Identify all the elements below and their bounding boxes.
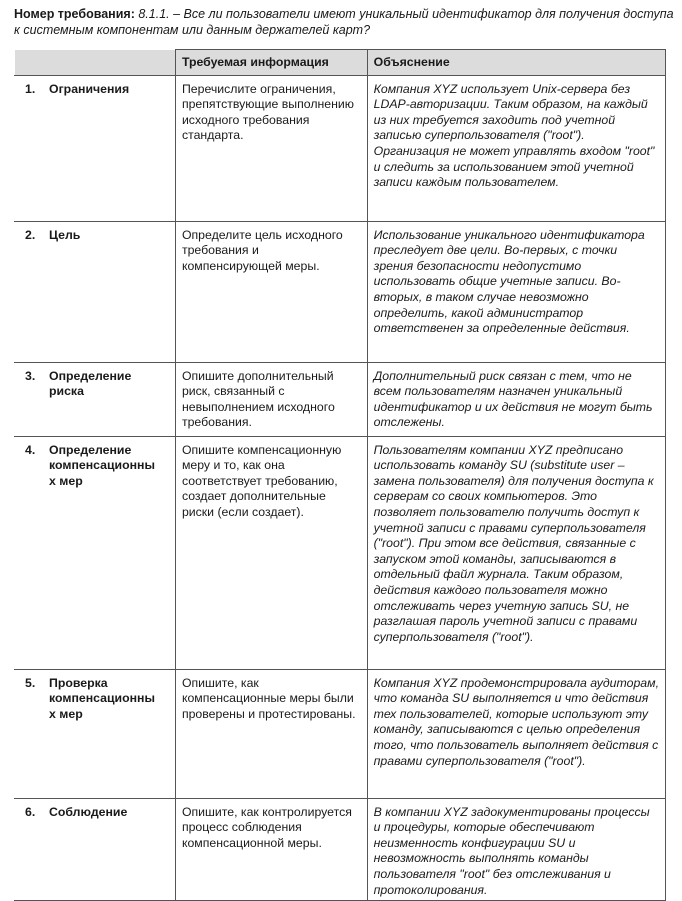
requirement-question: 8.1.1. – Все ли пользователи имеют уникальный идентификатор для получения доступа к системным компонентам или данным держателей карт? [14,7,674,37]
explanation-cell: Компания XYZ продемонстрировала аудиторам, что команда SU выполняется и что действия тех пользователей, которые используют эту команду, записываются с целью определения того, что пользователь выполняет действия с правами суперпользователя ("root"). [367,669,665,798]
row-name: Ограничения [49,81,130,96]
row-title-cell [15,669,176,798]
explanation-cell: В компании XYZ задокументированы процессы и процедуры, которые обеспечивают неизменность конфигурации SU и невозможность выполнять команды пользователя "root" без отслеживания и протоколирования. [367,798,665,901]
row-title-cell [15,75,176,221]
row-title-cell [15,436,176,669]
required-info-cell: Опишите, как компенсационные меры были проверены и протестированы. [175,669,367,798]
row-number: 1. [25,81,36,96]
row-number: 6. [25,804,36,819]
table-row [15,362,666,436]
row-name: Проверка компенсационны х мер [49,675,155,721]
row-number: 2. [25,227,36,242]
explanation-cell: Пользователям компании XYZ предписано использовать команду SU (substitute user – замена пользователя) для получения доступа к серверам со своих компьютеров. Это позволяет пользователю получить доступ к учетной записи с правами суперпользователя ("root"). При этом все действия, связанные с запуском этой команды, записываются в отдельный файл журнала. Таким образом, действия каждого пользователя можно отслеживать через учетную запись SU, не разглашая пароль учетной записи с правами суперпользователя ("root"). [367,436,665,669]
required-info-cell: Опишите, как контролируется процесс соблюдения компенсационной меры. [175,798,367,901]
row-title-cell [15,221,176,362]
table-row [15,669,666,798]
table-row [15,798,666,901]
required-info-cell: Определите цель исходного требования и компенсирующей меры. [175,221,367,362]
explanation-cell: Использование уникального идентификатора преследует две цели. Во-первых, с точки зрения безопасности недопустимо использовать общие учетные записи. Во-вторых, в таком случае невозможно определить, какой администратор ответственен за определенные действия. [367,221,665,362]
row-number: 3. [25,368,36,383]
row-name: Соблюдение [49,804,128,819]
row-number: 4. [25,442,36,457]
row-title-cell [15,362,176,436]
compensating-controls-table [14,49,666,901]
row-title-cell [15,798,176,901]
table-row [15,436,666,669]
column-header-required-info: Требуемая информация [175,50,367,76]
requirement-number-label: Номер требования: [14,7,135,21]
row-name: Определение компенсационны х мер [49,442,155,488]
table-header-row [15,50,666,76]
table-row [15,221,666,362]
column-header-empty [15,50,176,76]
explanation-cell: Дополнительный риск связан с тем, что не всем пользователям назначен уникальный идентификатор и их действия не могут быть отслежены. [367,362,665,436]
row-name: Цель [49,227,81,242]
required-info-cell: Перечислите ограничения, препятствующие выполнению исходного требования стандарта. [175,75,367,221]
row-name: Определение риска [49,368,132,399]
required-info-cell: Опишите компенсационную меру и то, как она соответствует требованию, создает дополнительные риски (если создает). [175,436,367,669]
required-info-cell: Опишите дополнительный риск, связанный с невыполнением исходного требования. [175,362,367,436]
row-number: 5. [25,675,36,690]
requirement-header [14,6,674,38]
explanation-cell: Компания XYZ использует Unix-сервера без LDAP-авторизации. Таким образом, на каждый из них требуется заходить под учетной записью суперпользователя ("root"). Организация не может управлять входом "root" и следить за использованием этой учетной записи каждым пользователем. [367,75,665,221]
table-row [15,75,666,221]
column-header-explanation: Объяснение [367,50,665,76]
